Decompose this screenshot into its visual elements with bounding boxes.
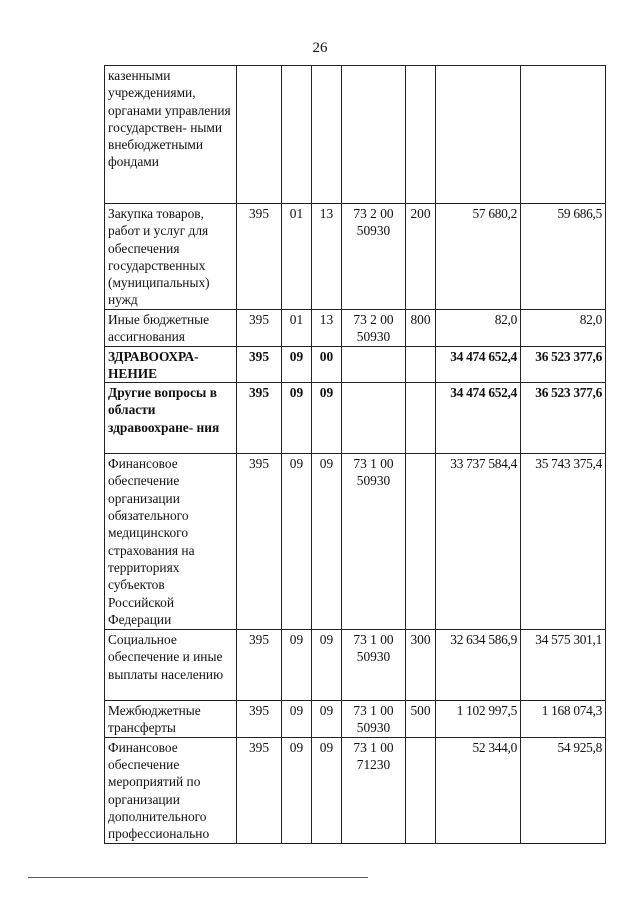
rz-cell: 01: [282, 310, 312, 347]
year1-amount-cell: 33 737 584,4: [436, 454, 521, 630]
gr-cell: 395: [237, 204, 282, 310]
csr-cell: [342, 383, 406, 454]
table-row: [105, 310, 606, 347]
rz-cell: 09: [282, 737, 312, 843]
pr-cell: 09: [312, 383, 342, 454]
vr-cell: 800: [406, 310, 436, 347]
gr-cell: 395: [237, 630, 282, 701]
rz-cell: [282, 66, 312, 204]
footer-divider: [28, 877, 368, 878]
row-name-cell: казенными учреждениями, органами управления государствен- ными внебюджетными фондами: [105, 66, 237, 204]
vr-cell: [406, 454, 436, 630]
year1-amount-cell: 34 474 652,4: [436, 346, 521, 383]
row-name-cell: Финансовое обеспечение организации обязательного медицинского страхования на территориях субъектов Российской Федерации: [105, 454, 237, 630]
table-row: [105, 737, 606, 843]
rz-cell: 09: [282, 630, 312, 701]
budget-table: [104, 65, 606, 844]
table-row: [105, 66, 606, 204]
vr-cell: 500: [406, 701, 436, 738]
rz-cell: 01: [282, 204, 312, 310]
csr-cell: 73 1 00 50930: [342, 454, 406, 630]
csr-cell: 73 1 00 50930: [342, 701, 406, 738]
pr-cell: 00: [312, 346, 342, 383]
pr-cell: 13: [312, 204, 342, 310]
year2-amount-cell: 34 575 301,1: [521, 630, 606, 701]
csr-cell: [342, 346, 406, 383]
gr-cell: 395: [237, 383, 282, 454]
page-number: 26: [312, 40, 328, 56]
pr-cell: 09: [312, 701, 342, 738]
table-row: [105, 383, 606, 454]
gr-cell: 395: [237, 701, 282, 738]
year2-amount-cell: 36 523 377,6: [521, 346, 606, 383]
table-row: [105, 346, 606, 383]
csr-cell: 73 1 00 50930: [342, 630, 406, 701]
gr-cell: 395: [237, 346, 282, 383]
gr-cell: 395: [237, 737, 282, 843]
rz-cell: 09: [282, 701, 312, 738]
year1-amount-cell: 52 344,0: [436, 737, 521, 843]
section-name-cell: ЗДРАВООХРА- НЕНИЕ: [105, 346, 237, 383]
vr-cell: [406, 383, 436, 454]
pr-cell: 09: [312, 737, 342, 843]
table-row: [105, 630, 606, 701]
pr-cell: 09: [312, 454, 342, 630]
table-row: [105, 204, 606, 310]
vr-cell: 200: [406, 204, 436, 310]
year2-amount-cell: 1 168 074,3: [521, 701, 606, 738]
csr-cell: 73 2 00 50930: [342, 310, 406, 347]
year2-amount-cell: 35 743 375,4: [521, 454, 606, 630]
year1-amount-cell: 57 680,2: [436, 204, 521, 310]
row-name-cell: Социальное обеспечение и иные выплаты населению: [105, 630, 237, 701]
rz-cell: 09: [282, 454, 312, 630]
row-name-cell: Закупка товаров, работ и услуг для обеспечения государственных (муниципальных) нужд: [105, 204, 237, 310]
vr-cell: [406, 346, 436, 383]
year1-amount-cell: 82,0: [436, 310, 521, 347]
table-row: [105, 701, 606, 738]
year2-amount-cell: 82,0: [521, 310, 606, 347]
csr-cell: 73 2 00 50930: [342, 204, 406, 310]
row-name-cell: Иные бюджетные ассигнования: [105, 310, 237, 347]
year2-amount-cell: 54 925,8: [521, 737, 606, 843]
vr-cell: [406, 66, 436, 204]
year1-amount-cell: 1 102 997,5: [436, 701, 521, 738]
gr-cell: 395: [237, 310, 282, 347]
table-row: [105, 454, 606, 630]
pr-cell: 09: [312, 630, 342, 701]
year2-amount-cell: 59 686,5: [521, 204, 606, 310]
rz-cell: 09: [282, 346, 312, 383]
pr-cell: 13: [312, 310, 342, 347]
gr-cell: [237, 66, 282, 204]
csr-cell: 73 1 00 71230: [342, 737, 406, 843]
year1-amount-cell: [436, 66, 521, 204]
row-name-cell: Межбюджетные трансферты: [105, 701, 237, 738]
vr-cell: [406, 737, 436, 843]
gr-cell: 395: [237, 454, 282, 630]
year2-amount-cell: [521, 66, 606, 204]
year1-amount-cell: 34 474 652,4: [436, 383, 521, 454]
table-body: [105, 66, 606, 844]
row-name-cell: Финансовое обеспечение мероприятий по организации дополнительного профессионально: [105, 737, 237, 843]
section-name-cell: Другие вопросы в области здравоохране- ния: [105, 383, 237, 454]
vr-cell: 300: [406, 630, 436, 701]
csr-cell: [342, 66, 406, 204]
year1-amount-cell: 32 634 586,9: [436, 630, 521, 701]
rz-cell: 09: [282, 383, 312, 454]
pr-cell: [312, 66, 342, 204]
year2-amount-cell: 36 523 377,6: [521, 383, 606, 454]
